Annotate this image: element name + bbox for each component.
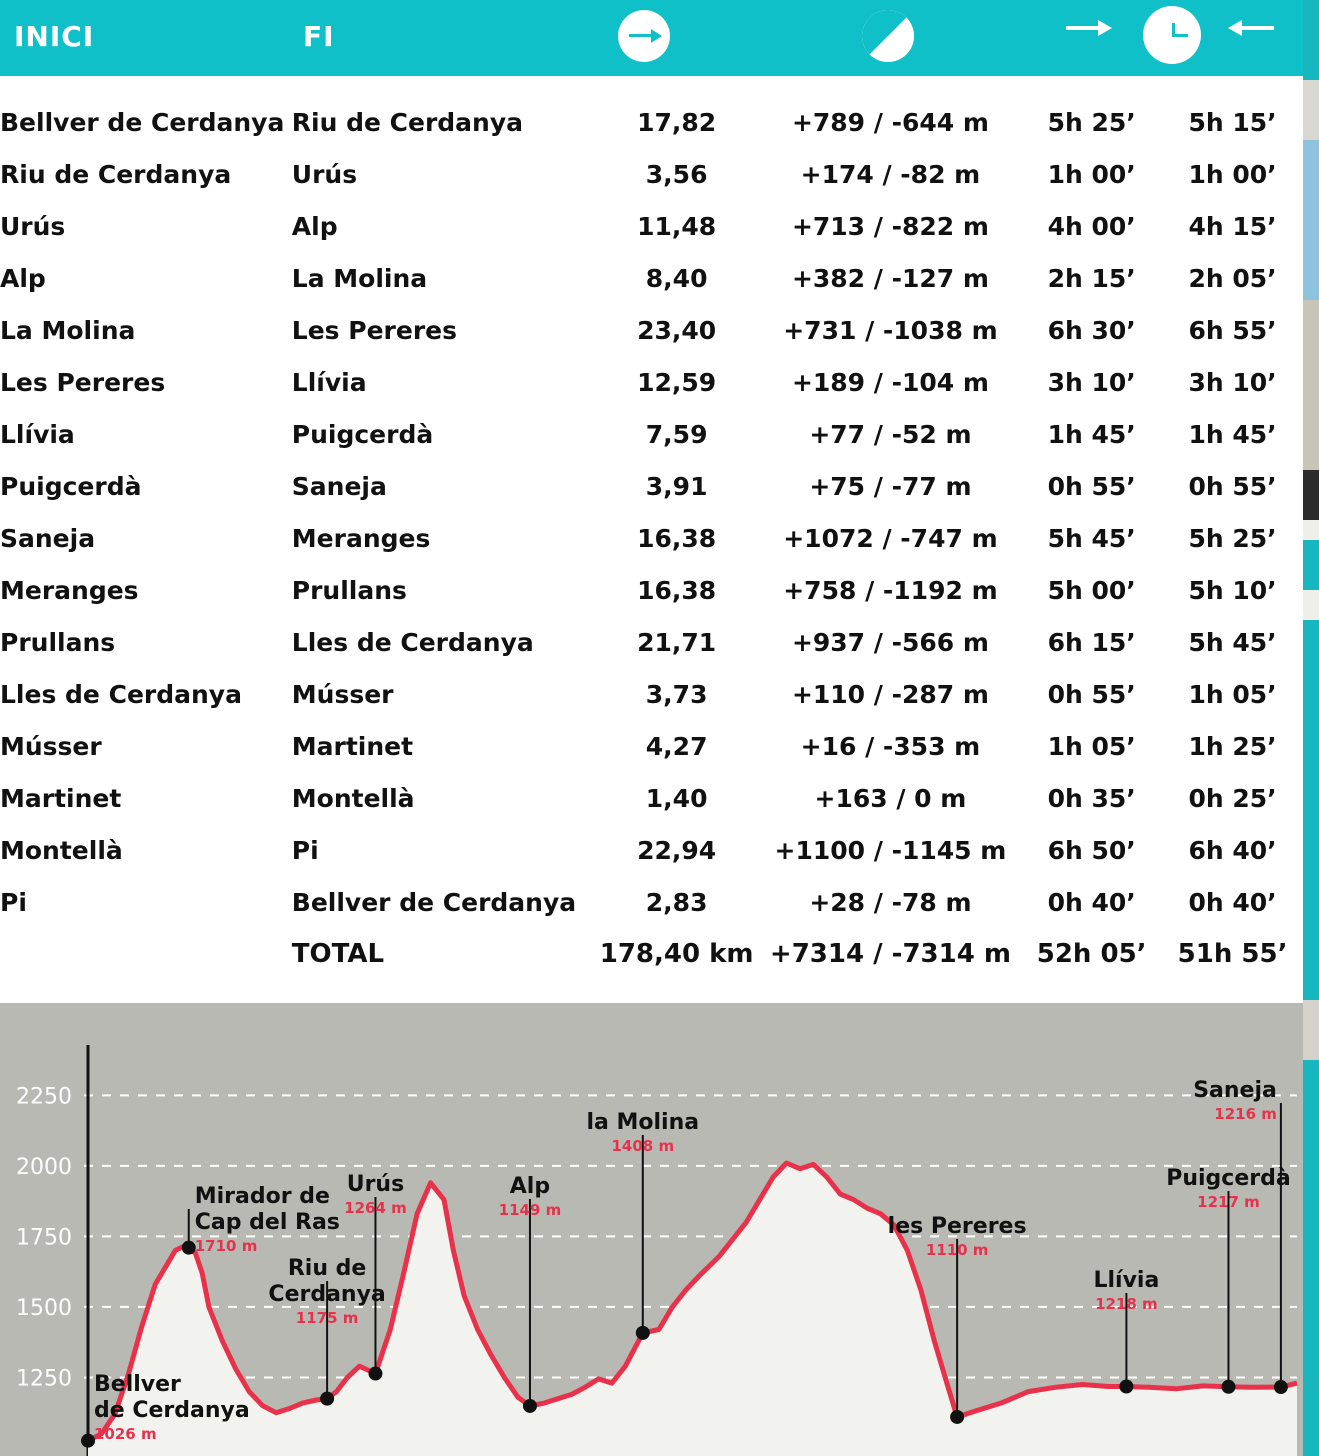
cell-inici: Lles de Cerdanya xyxy=(0,679,242,709)
cell-inici: Montellà xyxy=(0,835,123,865)
profile-point-marker xyxy=(1221,1380,1235,1394)
cell-fi: Martinet xyxy=(291,731,414,761)
y-axis-tick-label: 1750 xyxy=(16,1225,72,1251)
annotation-altitude: 1216 m xyxy=(1214,1105,1277,1123)
cell-distance: 16,38 xyxy=(637,575,717,605)
cell-fi: Lles de Cerdanya xyxy=(291,627,534,657)
profile-point-marker xyxy=(523,1399,537,1413)
cell-inici: Saneja xyxy=(0,523,96,553)
profile-point-marker xyxy=(1274,1380,1288,1394)
cell-time-forward: 0h 40’ xyxy=(1047,887,1136,917)
column-header-fi: FI xyxy=(303,20,335,53)
cell-fi: Les Pereres xyxy=(291,315,457,345)
cell-fi: Músser xyxy=(291,679,394,709)
cell-time-forward: 2h 15’ xyxy=(1047,263,1136,293)
total-cell-elevation: +7314 / -7314 m xyxy=(769,939,1011,969)
cell-time-backward: 3h 10’ xyxy=(1188,367,1277,397)
table-row xyxy=(0,460,1303,512)
profile-point-marker xyxy=(636,1326,650,1340)
cell-distance: 1,40 xyxy=(645,783,708,813)
cell-inici: Martinet xyxy=(0,783,122,813)
annotation-altitude: 1175 m xyxy=(295,1309,359,1327)
cell-distance: 8,40 xyxy=(645,263,708,293)
annotation-label: la Molina xyxy=(586,1110,700,1135)
cell-fi: Llívia xyxy=(291,367,367,397)
cell-distance: 2,83 xyxy=(645,887,708,917)
annotation-altitude: 1408 m xyxy=(611,1137,675,1155)
cell-time-backward: 1h 25’ xyxy=(1188,731,1277,761)
table-row xyxy=(0,668,1303,720)
cell-inici: Riu de Cerdanya xyxy=(0,159,232,189)
cell-time-forward: 6h 15’ xyxy=(1047,627,1136,657)
stage-table-container xyxy=(0,96,1303,980)
cell-time-forward: 6h 30’ xyxy=(1047,315,1136,345)
y-axis-tick-label: 2000 xyxy=(16,1154,72,1180)
arrow-right-icon xyxy=(1066,26,1108,30)
profile-annotation xyxy=(499,1174,562,1413)
cell-time-forward: 1h 45’ xyxy=(1047,419,1136,449)
cell-time-forward: 6h 50’ xyxy=(1047,835,1136,865)
cell-time-forward: 3h 10’ xyxy=(1047,367,1136,397)
cell-fi: Bellver de Cerdanya xyxy=(291,887,577,917)
table-row xyxy=(0,408,1303,460)
table-row xyxy=(0,564,1303,616)
cell-inici: Bellver de Cerdanya xyxy=(0,107,285,137)
cell-time-backward: 2h 05’ xyxy=(1188,263,1277,293)
cell-time-backward: 4h 15’ xyxy=(1188,211,1277,241)
cell-distance: 22,94 xyxy=(637,835,717,865)
annotation-altitude: 1110 m xyxy=(925,1241,989,1259)
cell-elevation: +1100 / -1145 m xyxy=(774,835,1007,865)
cell-distance: 16,38 xyxy=(637,523,717,553)
table-row xyxy=(0,616,1303,668)
cell-distance: 3,91 xyxy=(645,471,708,501)
annotation-altitude: 1217 m xyxy=(1197,1193,1260,1211)
annotation-altitude: 1149 m xyxy=(498,1201,562,1219)
annotation-label: de Cerdanya xyxy=(94,1398,250,1423)
annotation-altitude: 1264 m xyxy=(344,1199,407,1217)
cell-time-forward: 5h 00’ xyxy=(1047,575,1136,605)
profile-point-marker xyxy=(368,1367,382,1381)
total-cell-fi: TOTAL xyxy=(291,939,385,969)
cell-time-forward: 5h 25’ xyxy=(1047,107,1136,137)
cell-inici: Músser xyxy=(0,731,102,761)
cell-time-forward: 5h 45’ xyxy=(1047,523,1136,553)
annotation-label: les Pereres xyxy=(887,1214,1027,1239)
cell-time-backward: 0h 40’ xyxy=(1188,887,1277,917)
cell-fi: La Molina xyxy=(291,263,428,293)
table-row xyxy=(0,824,1303,876)
table-row xyxy=(0,252,1303,304)
table-row xyxy=(0,720,1303,772)
cell-fi: Montellà xyxy=(291,783,415,813)
annotation-altitude: 1218 m xyxy=(1095,1295,1158,1313)
cell-fi: Pi xyxy=(291,835,319,865)
cell-time-forward: 1h 00’ xyxy=(1047,159,1136,189)
annotation-label: Bellver xyxy=(94,1372,181,1397)
cell-elevation: +713 / -822 m xyxy=(791,211,989,241)
cell-elevation: +75 / -77 m xyxy=(809,471,972,501)
cell-distance: 21,71 xyxy=(637,627,717,657)
arrow-left-icon xyxy=(1232,26,1274,30)
cell-distance: 7,59 xyxy=(645,419,708,449)
annotation-label: Alp xyxy=(509,1174,551,1199)
cell-distance: 23,40 xyxy=(637,315,717,345)
total-cell-distance: 178,40 km xyxy=(599,939,754,969)
cell-elevation: +28 / -78 m xyxy=(809,887,972,917)
cell-time-forward: 0h 55’ xyxy=(1047,471,1136,501)
cell-inici: Urús xyxy=(0,211,66,241)
cell-time-backward: 1h 45’ xyxy=(1188,419,1277,449)
annotation-label: Urús xyxy=(346,1172,405,1197)
table-row xyxy=(0,200,1303,252)
annotation-label: Cap del Ras xyxy=(194,1210,340,1235)
table-row xyxy=(0,304,1303,356)
stage-table xyxy=(0,96,1303,980)
cell-elevation: +16 / -353 m xyxy=(800,731,981,761)
cell-elevation: +731 / -1038 m xyxy=(783,315,998,345)
cell-elevation: +174 / -82 m xyxy=(800,159,981,189)
page-edge-strip xyxy=(1303,0,1319,1456)
cell-fi: Puigcerdà xyxy=(291,419,434,449)
profile-annotation xyxy=(1166,1166,1290,1394)
cell-time-backward: 5h 10’ xyxy=(1188,575,1277,605)
elevation-profile-chart xyxy=(0,1003,1303,1456)
cell-elevation: +382 / -127 m xyxy=(791,263,989,293)
cell-time-backward: 5h 45’ xyxy=(1188,627,1277,657)
cell-time-forward: 0h 55’ xyxy=(1047,679,1136,709)
cell-inici: Puigcerdà xyxy=(0,471,142,501)
cell-time-forward: 4h 00’ xyxy=(1047,211,1136,241)
cell-fi: Riu de Cerdanya xyxy=(291,107,524,137)
cell-elevation: +1072 / -747 m xyxy=(783,523,998,553)
annotation-altitude: 1026 m xyxy=(94,1425,157,1443)
cell-time-backward: 6h 55’ xyxy=(1188,315,1277,345)
cell-distance: 17,82 xyxy=(637,107,717,137)
cell-time-backward: 5h 25’ xyxy=(1188,523,1277,553)
cell-inici: Meranges xyxy=(0,575,139,605)
profile-point-marker xyxy=(1119,1379,1133,1393)
pie-slope-icon xyxy=(862,10,914,62)
cell-fi: Saneja xyxy=(291,471,387,501)
cell-distance: 4,27 xyxy=(645,731,708,761)
profile-point-marker xyxy=(950,1410,964,1424)
total-cell-inici xyxy=(0,928,292,980)
table-row xyxy=(0,876,1303,928)
profile-point-marker xyxy=(320,1392,334,1406)
cell-elevation: +189 / -104 m xyxy=(791,367,989,397)
cell-elevation: +789 / -644 m xyxy=(791,107,989,137)
cell-elevation: +937 / -566 m xyxy=(791,627,989,657)
table-header-bar xyxy=(0,0,1303,76)
cell-inici: Alp xyxy=(0,263,46,293)
cell-inici: Les Pereres xyxy=(0,367,166,397)
cell-inici: La Molina xyxy=(0,315,136,345)
annotation-altitude: 1710 m xyxy=(194,1237,258,1255)
cell-fi: Meranges xyxy=(291,523,431,553)
annotation-label: Puigcerdà xyxy=(1166,1166,1291,1191)
annotation-label: Cerdanya xyxy=(268,1282,386,1307)
cell-distance: 3,73 xyxy=(645,679,708,709)
y-axis-tick-label: 1250 xyxy=(16,1366,72,1392)
cell-elevation: +163 / 0 m xyxy=(814,783,967,813)
cell-time-backward: 1h 05’ xyxy=(1188,679,1277,709)
cell-time-backward: 6h 40’ xyxy=(1188,835,1277,865)
profile-annotation xyxy=(182,1184,340,1255)
cell-fi: Urús xyxy=(291,159,358,189)
cell-fi: Prullans xyxy=(291,575,407,605)
cell-elevation: +110 / -287 m xyxy=(791,679,989,709)
y-axis-tick-label: 1500 xyxy=(16,1295,72,1321)
total-cell-time-forward: 52h 05’ xyxy=(1036,939,1147,969)
arrow-right-in-circle-icon xyxy=(618,10,670,62)
cell-fi: Alp xyxy=(291,211,338,241)
table-total-row xyxy=(0,928,1303,980)
y-axis-tick-label: 2250 xyxy=(16,1084,72,1110)
cell-time-backward: 0h 25’ xyxy=(1188,783,1277,813)
profile-point-marker xyxy=(81,1434,95,1448)
table-row xyxy=(0,356,1303,408)
cell-time-backward: 0h 55’ xyxy=(1188,471,1277,501)
cell-time-backward: 1h 00’ xyxy=(1188,159,1277,189)
cell-elevation: +77 / -52 m xyxy=(809,419,972,449)
cell-time-forward: 1h 05’ xyxy=(1047,731,1136,761)
annotation-label: Riu de xyxy=(287,1256,367,1281)
profile-annotation xyxy=(1093,1268,1159,1393)
total-cell-time-backward: 51h 55’ xyxy=(1177,939,1288,969)
cell-distance: 3,56 xyxy=(645,159,708,189)
cell-inici: Pi xyxy=(0,887,27,917)
profile-point-marker xyxy=(182,1241,196,1255)
column-header-inici: INICI xyxy=(14,20,95,53)
annotation-label: Saneja xyxy=(1193,1078,1277,1103)
cell-distance: 11,48 xyxy=(637,211,717,241)
annotation-label: Llívia xyxy=(1093,1268,1160,1293)
annotation-label: Mirador de xyxy=(194,1184,330,1209)
table-row xyxy=(0,96,1303,148)
clock-icon xyxy=(1143,6,1201,64)
cell-inici: Prullans xyxy=(0,627,116,657)
cell-distance: 12,59 xyxy=(637,367,717,397)
cell-inici: Llívia xyxy=(0,419,75,449)
cell-elevation: +758 / -1192 m xyxy=(783,575,998,605)
cell-time-forward: 0h 35’ xyxy=(1047,783,1136,813)
table-row xyxy=(0,148,1303,200)
cell-time-backward: 5h 15’ xyxy=(1188,107,1277,137)
table-row xyxy=(0,512,1303,564)
elevation-profile-svg xyxy=(0,1003,1303,1456)
table-row xyxy=(0,772,1303,824)
